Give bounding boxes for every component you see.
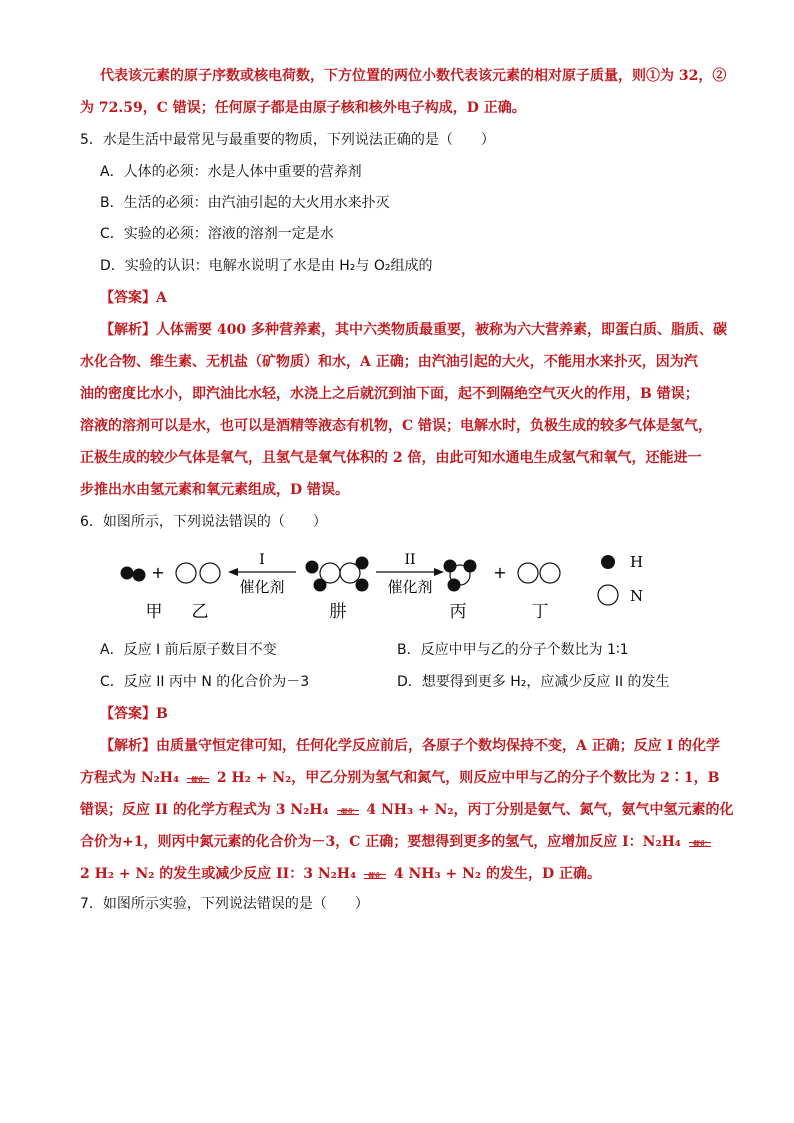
question-7-stem: 7．如图所示实验，下列说法错误的是（ ） bbox=[80, 896, 369, 912]
label-yi: 乙 bbox=[191, 602, 209, 622]
question-6-analysis-line bbox=[80, 832, 714, 852]
equation-text: 方程式为 N₂H₄ bbox=[80, 770, 180, 786]
question-5-stem: 5．水是生活中最常见与最重要的物质，下列说法正确的是（ ） bbox=[80, 132, 495, 148]
question-6-analysis-line bbox=[80, 768, 720, 788]
equation-text: 错误；反应 II 的化学方程式为 3 N₂H₄ bbox=[80, 802, 329, 818]
reaction-i-label: I bbox=[259, 552, 265, 568]
label-ding: 丁 bbox=[531, 602, 549, 622]
label-bing: 丙 bbox=[449, 602, 467, 622]
question-6-option-a: A．反应 I 前后原子数目不变 bbox=[100, 642, 277, 658]
reaction-equals-icon bbox=[187, 771, 209, 785]
question-5-analysis-line: 步推出水由氢元素和氧元素组成，D 错误。 bbox=[80, 482, 350, 498]
question-5-analysis-line: 溶液的溶剂可以是水，也可以是酒精等液态有机物，C 错误；电解水时，负极生成的较多气体是氢气， bbox=[80, 418, 713, 434]
reaction-condition: 催化 bbox=[340, 807, 355, 816]
reaction-ii-label: II bbox=[404, 552, 416, 568]
question-5-analysis-line: 【解析】人体需要 400 多种营养素，其中六类物质最重要，被称为六大营养素，即蛋白质、脂质、碳 bbox=[100, 322, 727, 338]
molecule-bing-icon bbox=[444, 560, 477, 592]
reaction-equals-icon bbox=[364, 867, 386, 881]
reaction-condition: 催化 bbox=[368, 871, 383, 880]
prev-analysis-line1: 代表该元素的原子序数或核电荷数，下方位置的两位小数代表该元素的相对原子质量，则①为 32，② bbox=[100, 68, 727, 84]
reaction-equals-icon bbox=[689, 835, 711, 849]
legend-h-label: H bbox=[630, 553, 644, 571]
question-5-option-c: C．实验的必须：溶液的溶剂一定是水 bbox=[100, 226, 334, 242]
question-5-answer: 【答案】A bbox=[100, 290, 167, 306]
reaction-ii-catalyst: 催化剂 bbox=[387, 578, 433, 596]
prev-analysis-line2: 为 72.59，C 错误；任何原子都是由原子核和核外电子构成，D 正确。 bbox=[80, 100, 526, 116]
question-6-analysis-line bbox=[80, 800, 734, 820]
question-5-option-b: B．生活的必须：由汽油引起的大火用水来扑灭 bbox=[100, 195, 390, 211]
reaction-ii-arrow-icon bbox=[376, 568, 444, 576]
reaction-condition: 催化 bbox=[692, 839, 707, 848]
legend-n-atom-icon bbox=[598, 585, 618, 605]
equation-text: 4 NH₃ + N₂ 的发生，D 正确。 bbox=[393, 866, 601, 882]
reaction-equals-icon bbox=[337, 803, 359, 817]
question-6-analysis-line: 【解析】由质量守恒定律可知，任何化学反应前后，各原子个数均保持不变，A 正确；反应 I 的化学 bbox=[100, 738, 721, 754]
question-6-analysis-line bbox=[80, 864, 601, 884]
molecule-jia-icon bbox=[121, 567, 146, 582]
reaction-condition: 催化 bbox=[191, 775, 206, 784]
reaction-i-catalyst: 催化剂 bbox=[239, 578, 285, 596]
reaction-i-arrow-icon bbox=[228, 568, 296, 576]
equation-text: 合价为+1，则丙中氮元素的化合价为－3，C 正确；要想得到更多的氢气，应增加反应 I：N₂H₄ bbox=[80, 834, 681, 850]
plus-sign: + bbox=[151, 563, 165, 582]
question-6-stem: 6．如图所示，下列说法错误的（ ） bbox=[80, 514, 327, 530]
legend-h-atom-icon bbox=[601, 555, 615, 569]
question-5-analysis-line: 水化合物、维生素、无机盐（矿物质）和水，A 正确；由汽油引起的大火，不能用水来扑灭，因为汽 bbox=[80, 354, 698, 370]
legend-n-label: N bbox=[630, 587, 644, 605]
question-6-answer: 【答案】B bbox=[100, 706, 168, 722]
question-5-analysis-line: 正极生成的较少气体是氧气，且氢气是氧气体积的 2 倍，由此可知水通电生成氢气和氧气，还能进一 bbox=[80, 450, 702, 466]
question-5-option-d: D．实验的认识：电解水说明了水是由 H₂与 O₂组成的 bbox=[100, 258, 433, 274]
label-jia: 甲 bbox=[145, 602, 163, 622]
molecule-yi-icon bbox=[176, 563, 220, 583]
equation-text: 2 H₂ + N₂，甲乙分别为氢气和氮气，则反应中甲与乙的分子个数比为 2∶1，B bbox=[216, 770, 720, 786]
question-6-option-d: D．想要得到更多 H₂，应减少反应 II 的发生 bbox=[397, 674, 670, 690]
plus-sign: + bbox=[493, 563, 507, 582]
question-5-option-a: A．人体的必须：水是人体中重要的营养剂 bbox=[100, 164, 362, 180]
equation-text: 4 NH₃ + N₂，丙丁分别是氨气、氮气，氨气中氢元素的化 bbox=[366, 802, 734, 818]
question-5-analysis-line: 油的密度比水小，即汽油比水轻，水浇上之后就沉到油下面，起不到隔绝空气灭火的作用，B 错误； bbox=[80, 386, 699, 402]
question-6-option-c: C．反应 II 丙中 N 的化合价为－3 bbox=[100, 674, 310, 690]
equation-text: 2 H₂ + N₂ 的发生或减少反应 II：3 N₂H₄ bbox=[80, 866, 357, 882]
molecule-hydrazine-icon bbox=[306, 557, 369, 592]
molecule-ding-icon bbox=[518, 563, 560, 583]
reaction-diagram bbox=[110, 545, 670, 627]
question-6-option-b: B．反应中甲与乙的分子个数比为 1∶1 bbox=[397, 642, 629, 658]
label-hydrazine: 肼 bbox=[329, 602, 347, 622]
